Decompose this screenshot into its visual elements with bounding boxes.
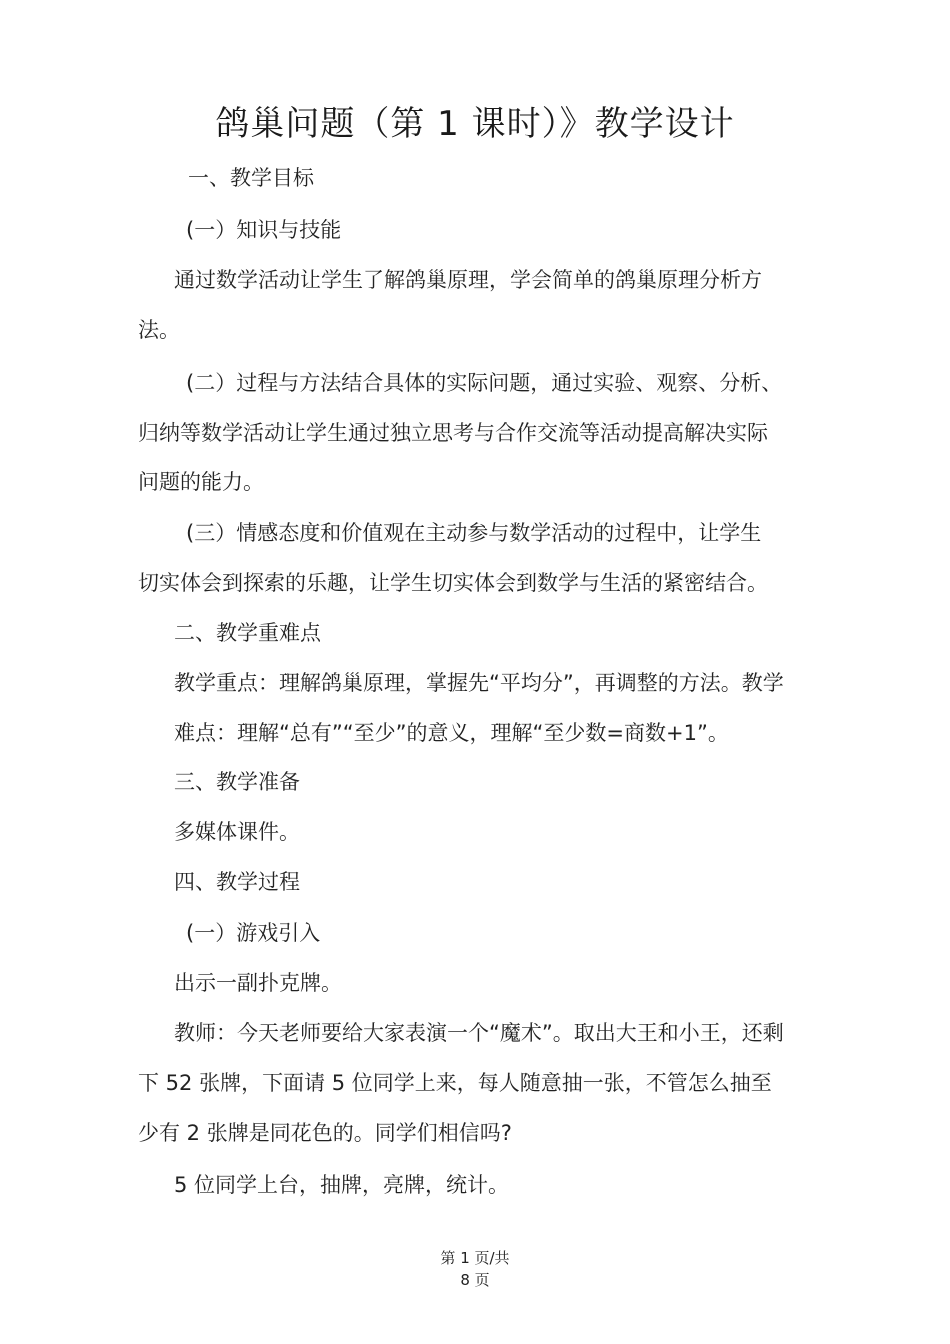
paragraph-line: 少有 2 张牌是同花色的。同学们相信吗? [138, 1121, 512, 1145]
paragraph-line: 难点：理解“总有”“至少”的意义，理解“至少数=商数+1”。 [174, 721, 729, 745]
paragraph-line: 切实体会到探索的乐趣，让学生切实体会到数学与生活的紧密结合。 [138, 571, 768, 595]
section-heading-preparation: 三、教学准备 [174, 770, 300, 794]
paragraph-line: (三）情感态度和价值观在主动参与数学活动的过程中，让学生 [186, 521, 762, 545]
section-heading-key-points: 二、教学重难点 [174, 621, 321, 645]
section-heading-objectives: 一、教学目标 [188, 166, 314, 190]
subsection-heading-knowledge: (一）知识与技能 [186, 218, 342, 242]
paragraph-line: (二）过程与方法结合具体的实际问题，通过实验、观察、分析、 [186, 371, 783, 395]
paragraph-line: 通过数学活动让学生了解鸽巢原理，学会简单的鸽巢原理分析方 [174, 268, 762, 292]
paragraph-line: 教学重点：理解鸽巢原理，掌握先“平均分”，再调整的方法。教学 [174, 671, 784, 695]
paragraph-line: 多媒体课件。 [174, 820, 300, 844]
paragraph-line: 问题的能力。 [138, 470, 264, 494]
page-number-line2: 8 页 [460, 1271, 490, 1289]
subsection-heading-game: (一）游戏引入 [186, 921, 321, 945]
section-heading-process: 四、教学过程 [174, 870, 300, 894]
document-title: 鸽巢问题（第 1 课时）》教学设计 [215, 104, 735, 144]
paragraph-line: 教师：今天老师要给大家表演一个“魔术”。取出大王和小王，还剩 [174, 1021, 784, 1045]
paragraph-line: 归纳等数学活动让学生通过独立思考与合作交流等活动提高解决实际 [138, 421, 768, 445]
page-number-line1: 第 1 页/共 [440, 1249, 510, 1267]
paragraph-line: 法。 [138, 318, 180, 342]
paragraph-line: 5 位同学上台，抽牌，亮牌，统计。 [174, 1173, 510, 1197]
paragraph-line: 下 52 张牌，下面请 5 位同学上来，每人随意抽一张，不管怎么抽至 [138, 1071, 772, 1095]
paragraph-line: 出示一副扑克牌。 [174, 971, 342, 995]
